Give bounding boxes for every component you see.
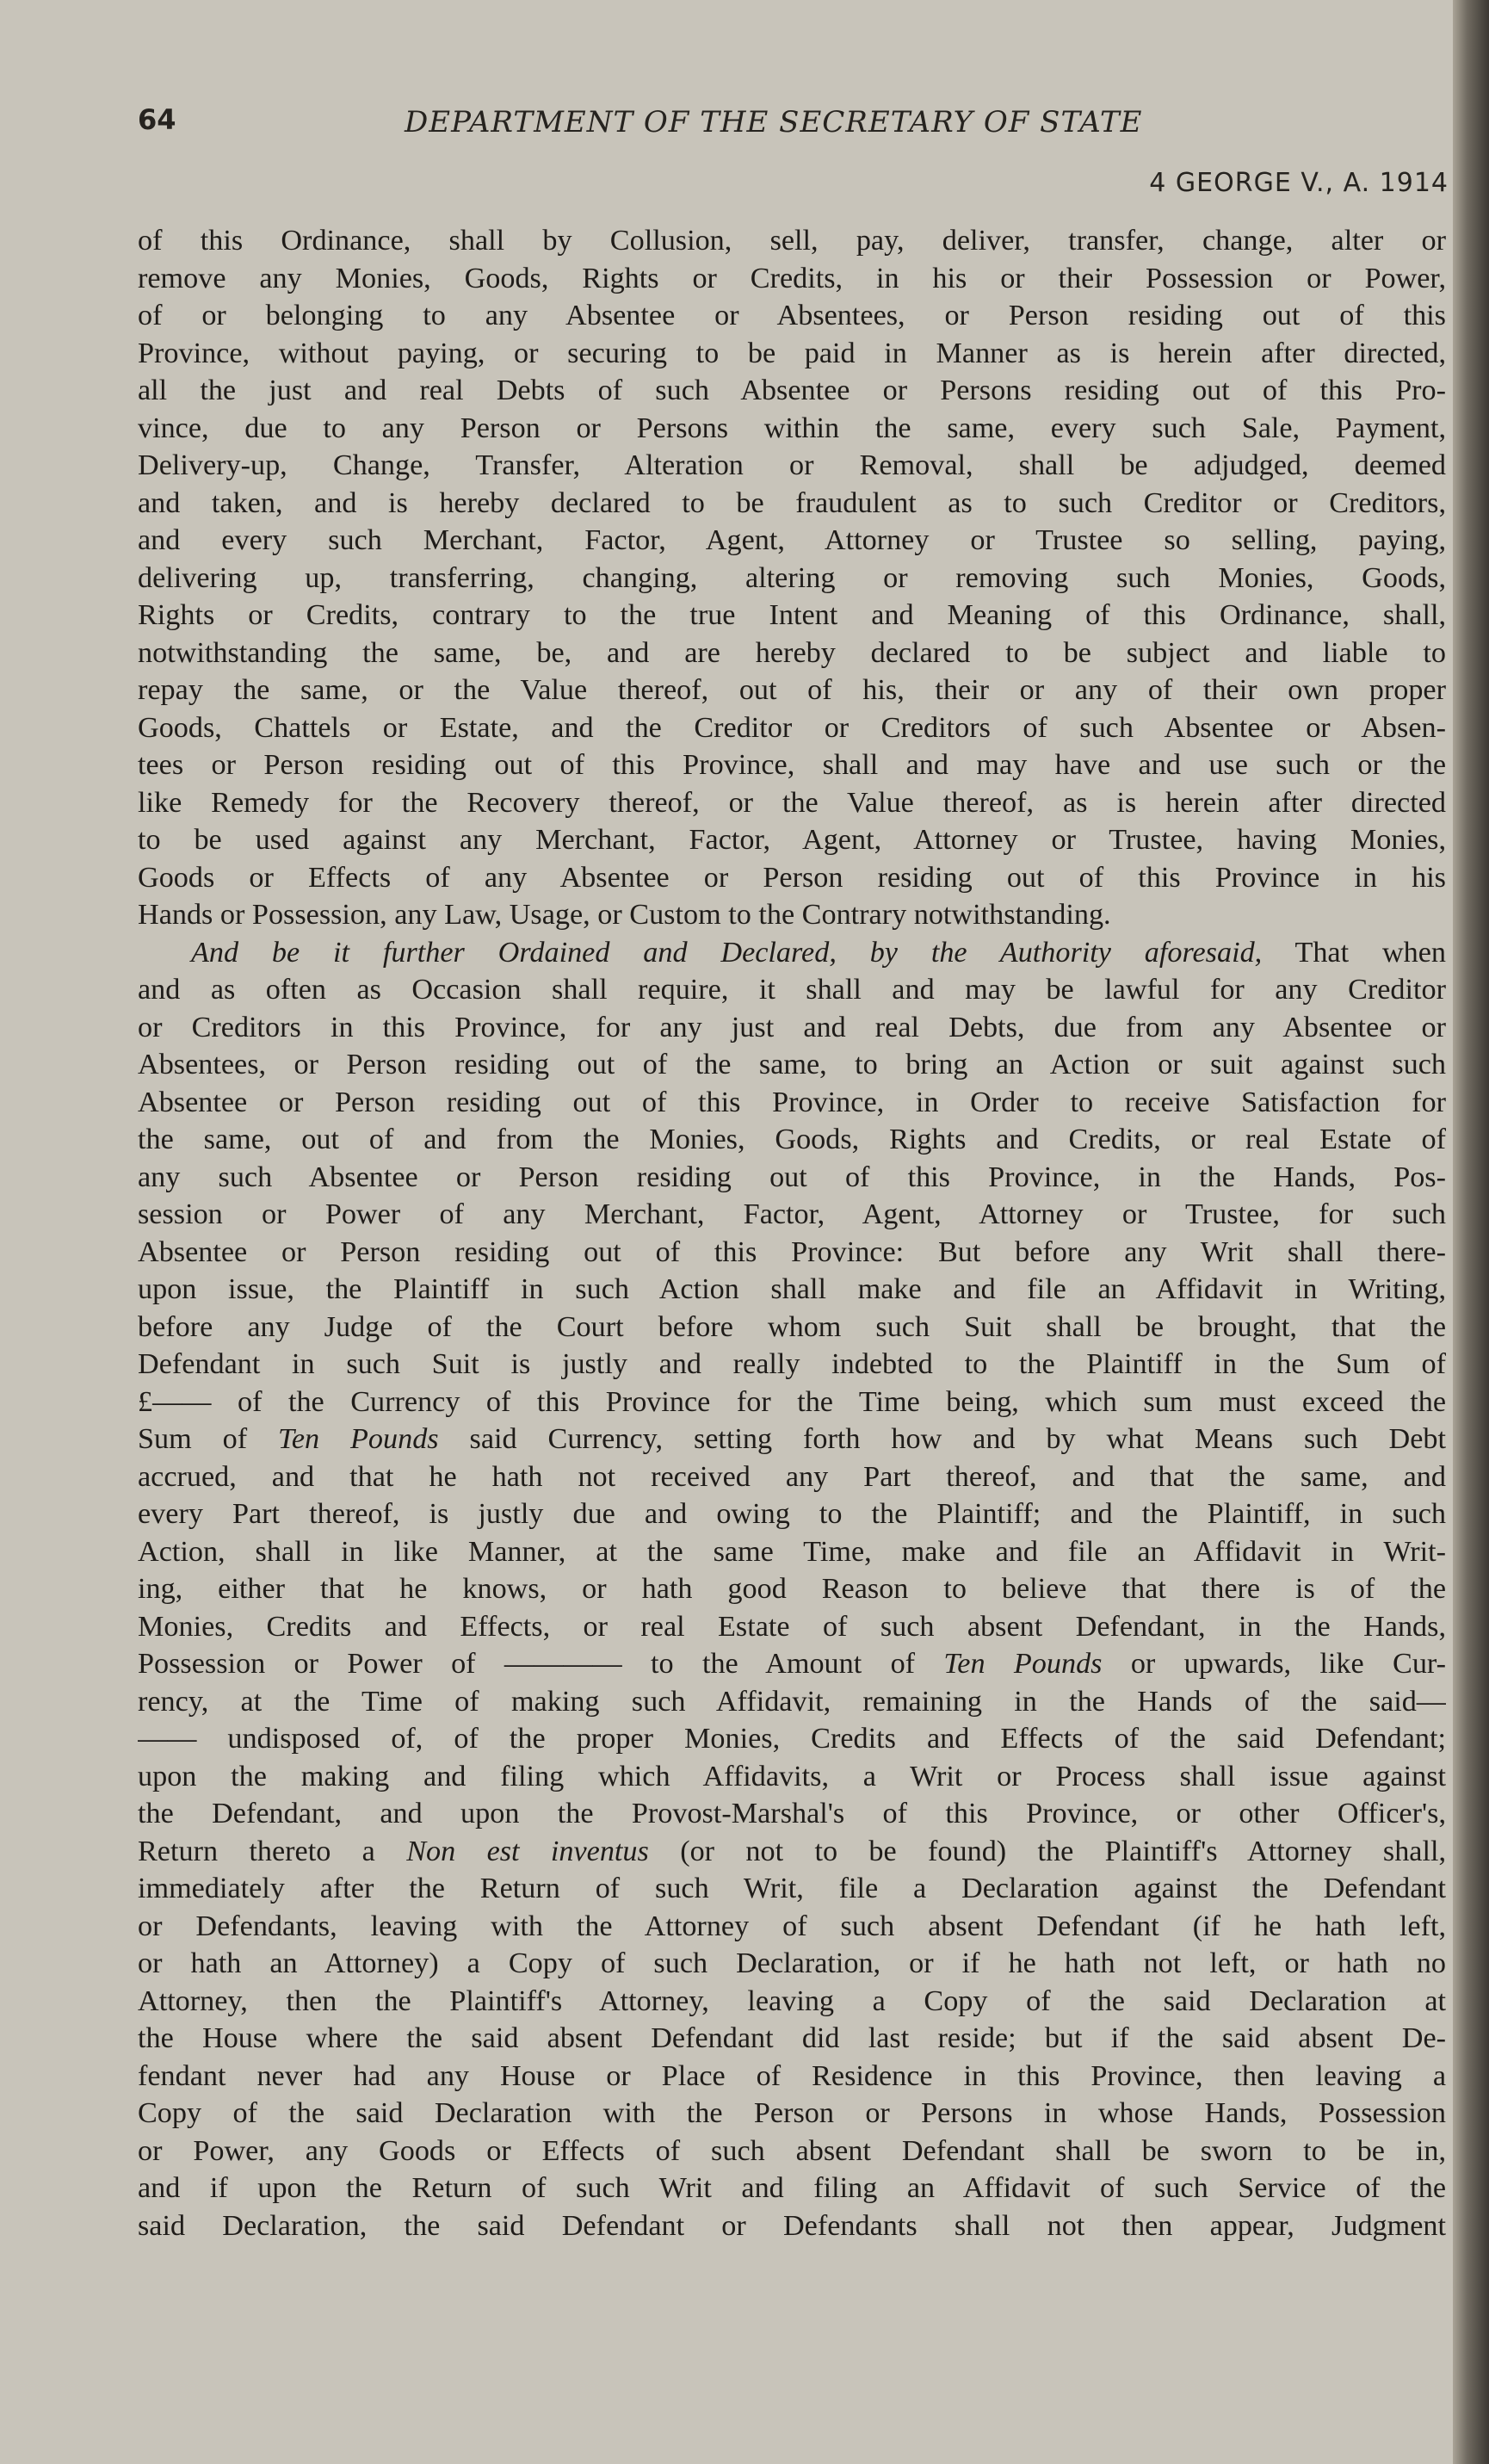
text-line: Province, without paying, or securing to be paid in Manner as is herein after directed, bbox=[138, 337, 1446, 369]
text-line: Hands or Possession, any Law, Usage, or Custom to the Contrary notwithstanding. bbox=[138, 899, 1111, 931]
text-line: Monies, Credits and Effects, or real Estate of such absent Defendant, in the Hands, bbox=[138, 1610, 1446, 1643]
text-line: or Defendants, leaving with the Attorney of such absent Defendant (if he hath left, bbox=[138, 1910, 1446, 1942]
text-line: all the just and real Debts of such Absentee or Persons residing out of this Pro- bbox=[138, 375, 1446, 406]
text-line: ing, either that he knows, or hath good Reason to believe that there is of the bbox=[138, 1573, 1446, 1605]
text-line: remove any Monies, Goods, Rights or Credits, in his or their Possession or Power, bbox=[138, 262, 1446, 294]
page-number: 64 bbox=[138, 103, 176, 136]
text-line: Goods or Effects of any Absentee or Person residing out of this Province in his bbox=[138, 861, 1446, 894]
text-line: Defendant in such Suit is justly and really indebted to the Plaintiff in the Sum of bbox=[138, 1348, 1446, 1380]
text-line: and if upon the Return of such Writ and filing an Affidavit of such Service of the bbox=[138, 2172, 1446, 2204]
text-line: or Creditors in this Province, for any just and real Debts, due from any Absentee or bbox=[138, 1011, 1446, 1043]
text-line: notwithstanding the same, be, and are hereby declared to be subject and liable to bbox=[138, 636, 1446, 669]
text-line: Attorney, then the Plaintiff's Attorney, leaving a Copy of the said Declaration at bbox=[138, 1984, 1446, 2017]
text-line: vince, due to any Person or Persons within the same, every such Sale, Payment, bbox=[138, 412, 1446, 444]
text-line: session or Power of any Merchant, Factor, Agent, Attorney or Trustee, for such bbox=[138, 1198, 1446, 1230]
text-line: upon the making and filing which Affidavits, a Writ or Process shall issue against bbox=[138, 1760, 1446, 1792]
text-line: the same, out of and from the Monies, Goods, Rights and Credits, or real Estate of bbox=[138, 1124, 1446, 1155]
text-line: Action, shall in like Manner, at the same Time, make and file an Affidavit in Writ- bbox=[138, 1535, 1446, 1568]
text-line: Return thereto a Non est inventus (or not to be found) the Plaintiff's Attorney shall, bbox=[138, 1835, 1446, 1867]
text-line: the House where the said absent Defendant did last reside; but if the said absent De- bbox=[138, 2022, 1446, 2054]
text-line: the Defendant, and upon the Provost-Marshal's of this Province, or other Officer's, bbox=[138, 1798, 1446, 1829]
text-line: said Declaration, the said Defendant or Defendants shall not then appear, Judgment bbox=[138, 2209, 1446, 2242]
text-line: immediately after the Return of such Writ, file a Declaration against the Defendant bbox=[138, 1873, 1446, 1904]
text-line: Absentees, or Person residing out of the same, to bring an Action or suit against such bbox=[138, 1049, 1446, 1080]
text-line: of or belonging to any Absentee or Absentees, or Person residing out of this bbox=[138, 300, 1446, 331]
text-line: and every such Merchant, Factor, Agent, Attorney or Trustee so selling, paying, bbox=[138, 524, 1446, 556]
text-line: and as often as Occasion shall require, it shall and may be lawful for any Creditor bbox=[138, 974, 1446, 1006]
text-line: like Remedy for the Recovery thereof, or the Value thereof, as is herein after directed bbox=[138, 786, 1446, 819]
text-line: Absentee or Person residing out of this Province: But before any Writ shall there- bbox=[138, 1235, 1446, 1268]
text-line: before any Judge of the Court before whom such Suit shall be brought, that the bbox=[138, 1310, 1446, 1343]
text-line: to be used against any Merchant, Factor, Agent, Attorney or Trustee, having Monies, bbox=[138, 824, 1446, 856]
text-line: Rights or Credits, contrary to the true Intent and Meaning of this Ordinance, shall, bbox=[138, 599, 1446, 631]
text-line: fendant never had any House or Place of Residence in this Province, then leaving a bbox=[138, 2059, 1446, 2092]
subhead: 4 GEORGE V., A. 1914 bbox=[1149, 168, 1449, 198]
running-head: DEPARTMENT OF THE SECRETARY OF STATE bbox=[405, 105, 1143, 139]
page-header bbox=[138, 103, 1446, 146]
text-line: Absentee or Person residing out of this Province, in Order to receive Satisfaction for bbox=[138, 1086, 1446, 1118]
text-line: every Part thereof, is justly due and owing to the Plaintiff; and the Plaintiff, in such bbox=[138, 1498, 1446, 1530]
page-edge-shadow bbox=[1453, 0, 1489, 2464]
text-line: Copy of the said Declaration with the Person or Persons in whose Hands, Possession bbox=[138, 2097, 1446, 2129]
text-line: Goods, Chattels or Estate, and the Creditor or Creditors of such Absentee or Absen- bbox=[138, 711, 1446, 744]
text-line: repay the same, or the Value thereof, out of his, their or any of their own proper bbox=[138, 674, 1446, 706]
text-line: upon issue, the Plaintiff in such Action shall make and file an Affidavit in Writing, bbox=[138, 1273, 1446, 1305]
text-line: Possession or Power of ———— to the Amount of Ten Pounds or upwards, like Cur- bbox=[138, 1648, 1446, 1680]
text-line: £—— of the Currency of this Province for the Time being, which sum must exceed the bbox=[138, 1385, 1446, 1418]
body-text bbox=[138, 222, 1446, 2244]
text-line: of this Ordinance, shall by Collusion, sell, pay, deliver, transfer, change, alter or bbox=[138, 225, 1446, 257]
text-line: Sum of Ten Pounds said Currency, setting forth how and by what Means such Debt bbox=[138, 1423, 1446, 1455]
text-line: any such Absentee or Person residing out of this Province, in the Hands, Pos- bbox=[138, 1161, 1446, 1193]
text-line: —— undisposed of, of the proper Monies, Credits and Effects of the said Defendant; bbox=[138, 1723, 1446, 1755]
text-line: or Power, any Goods or Effects of such absent Defendant shall be sworn to be in, bbox=[138, 2134, 1446, 2167]
text-line: rency, at the Time of making such Affidavit, remaining in the Hands of the said— bbox=[138, 1685, 1446, 1718]
text-line: or hath an Attorney) a Copy of such Declaration, or if he hath not left, or hath no bbox=[138, 1947, 1446, 1979]
text-line: tees or Person residing out of this Province, shall and may have and use such or the bbox=[138, 749, 1446, 781]
text-line: Delivery-up, Change, Transfer, Alteration or Removal, shall be adjudged, deemed bbox=[138, 449, 1446, 481]
text-line: delivering up, transferring, changing, altering or removing such Monies, Goods, bbox=[138, 561, 1446, 594]
text-line: And be it further Ordained and Declared, by the Authority aforesaid, That when bbox=[191, 936, 1446, 969]
text-line: and taken, and is hereby declared to be fraudulent as to such Creditor or Creditors, bbox=[138, 486, 1446, 519]
text-line: accrued, and that he hath not received any Part thereof, and that the same, and bbox=[138, 1460, 1446, 1493]
